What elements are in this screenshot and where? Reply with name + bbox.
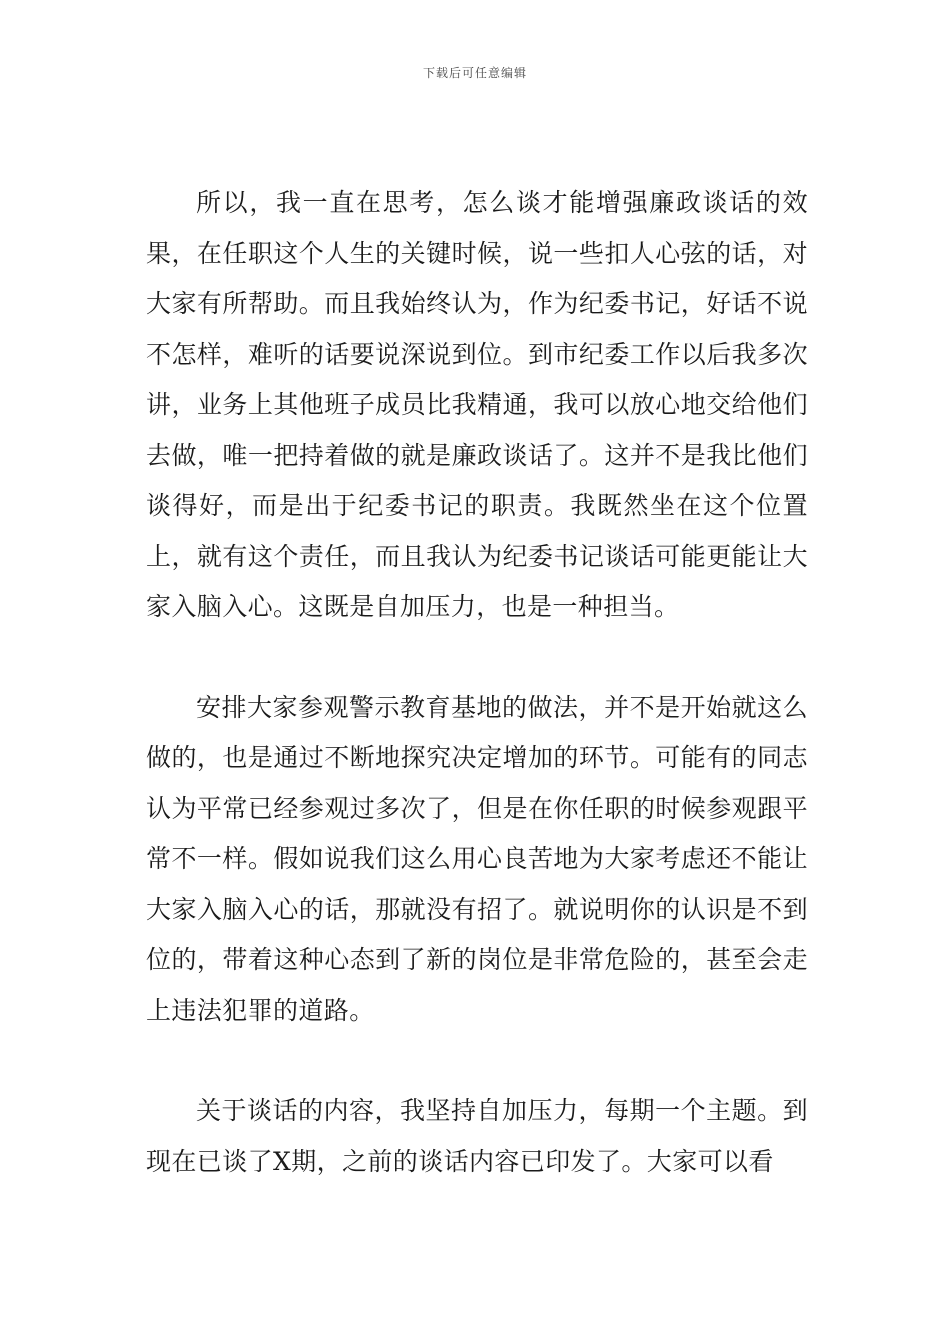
page-header-note: 下载后可任意编辑	[422, 66, 527, 80]
document-body	[146, 178, 808, 1187]
paragraph-3: 关于谈话的内容，我坚持自加压力，每期一个主题。到现在已谈了X期，之前的谈话内容已印发了。大家可以看	[146, 1096, 808, 1176]
paragraph-1: 所以，我一直在思考，怎么谈才能增强廉政谈话的效果，在任职这个人生的关键时候，说一些扣人心弦的话，对大家有所帮助。而且我始终认为，作为纪委书记，好话不说不怎样，难听的话要说深说到位。到市纪委工作以后我多次讲，业务上其他班子成员比我精通，我可以放心地交给他们去做，唯一把持着做的就是廉政谈话了。这并不是我比他们谈得好，而是出于纪委书记的职责。我既然坐在这个位置上，就有这个责任，而且我认为纪委书记谈话可能更能让大家入脑入心。这既是自加压力，也是一种担当。	[146, 188, 808, 621]
paragraph-2: 安排大家参观警示教育基地的做法，并不是开始就这么做的，也是通过不断地探究决定增加的环节。可能有的同志认为平常已经参观过多次了，但是在你任职的时候参观跟平常不一样。假如说我们这么用心良苦地为大家考虑还不能让大家入脑入心的话，那就没有招了。就说明你的认识是不到位的，带着这种心态到了新的岗位是非常危险的，甚至会走上违法犯罪的道路。	[146, 692, 808, 1025]
